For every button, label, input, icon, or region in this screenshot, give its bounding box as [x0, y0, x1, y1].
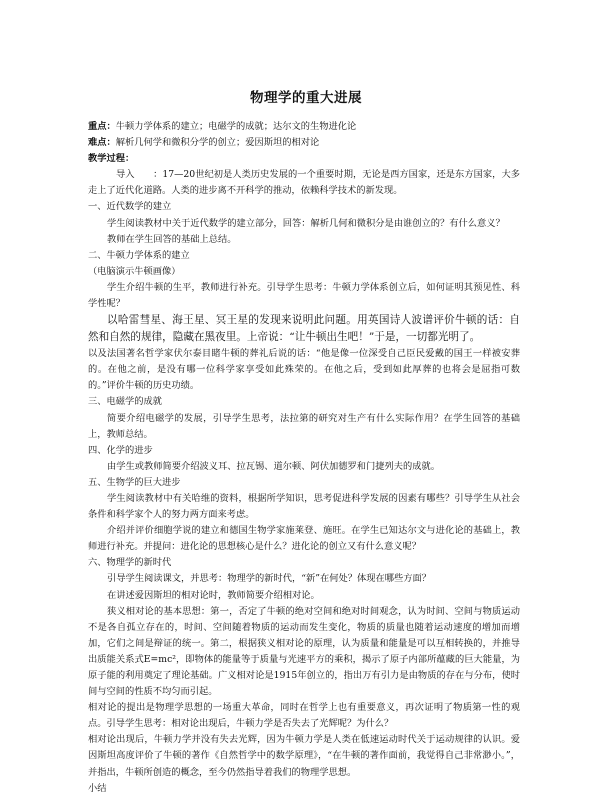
section-2-quote-paragraph: 以哈雷彗星、海王星、冥王星的发现来说明此问题。用英国诗人波谱评价牛顿的话：自然和自然的规律，隐藏在黑夜里。上帝说：“让牛顿出生吧！”于是，一切都光明了。	[88, 314, 520, 344]
section-1-heading: 一、近代数学的建立	[88, 201, 172, 213]
document-title: 物理学的重大进展	[250, 90, 362, 106]
section-5-paragraph: 学生阅读教材中有关哈维的资料，根据所学知识，思考促进科学发展的因素有哪些？引导学生从社会条件和科学家个人的努力两方面来考虑。	[88, 492, 520, 521]
section-2-note: （电脑演示牛顿画像）	[88, 265, 181, 277]
section-6-paragraph: 在讲述爱因斯坦的相对论时，教师简要介绍相对论。	[107, 589, 320, 601]
document-body	[88, 119, 520, 797]
difficulties-label: 难点：	[88, 137, 116, 149]
key-points-text: 牛顿力学体系的建立；电磁学的成就；达尔文的生物进化论	[115, 121, 357, 132]
section-4-heading: 四、化学的进步	[88, 444, 153, 456]
key-points-label: 重点：	[88, 121, 116, 132]
section-1-paragraph: 学生阅读教材中关于近代数学的建立部分，回答：解析几何和微积分是由谁创立的？有什么意义？	[107, 217, 505, 229]
key-points	[88, 119, 520, 135]
difficulties-text: 解析几何学和微积分学的创立；爱因斯坦的相对论	[115, 137, 320, 149]
section-2-paragraph: 以及法国著名哲学家伏尔泰目睹牛顿的葬礼后说的话：“他是像一位深受自己臣民爱戴的国王一样被安葬的。在他之前，是没有哪一位科学家享受如此殊荣的。在他之后，受到如此厚葬的也将会是屈指可数的。”评价牛顿的历史功绩。	[88, 348, 520, 392]
section-4-paragraph: 由学生或教师简要介绍波义耳、拉瓦锡、道尔顿、阿伏加德罗和门捷列夫的成就。	[107, 460, 440, 472]
section-2-paragraph: 学生介绍牛顿的生平，教师进行补充。引导学生思考：牛顿力学体系创立后，如何证明其预见性、科学性呢？	[88, 281, 520, 310]
difficulties	[88, 135, 520, 151]
section-6-paragraph: 引导学生阅读课文，并思考：物理学的新时代，“新”在何处？体现在哪些方面？	[107, 573, 431, 585]
section-3-heading: 三、电磁学的成就	[88, 396, 162, 408]
section-1-paragraph: 教师在学生回答的基础上总结。	[107, 233, 237, 245]
section-6-paragraph: 狭义相对论的基本思想：第一，否定了牛顿的绝对空间和绝对时间观念，认为时间、空间与物质运动不是各自孤立存在的，时间、空间随着物质的运动而发生变化，物质的质量也随着运动速度的增加而增加，它们之间是辩证的统一。第二，根据狭义相对论的原理，认为质量和能量是可以互相转换的，并推导出质能关系式E=mc²，即物体的能量等于质量与光速平方的乘积，揭示了原子内部所蕴藏的巨大能量，为原子能的利用奠定了理论基础。广义相对论是1915年创立的，指出万有引力是由物质的存在与分布，使时间与空间的性质不均匀而引起。	[88, 605, 520, 698]
intro-paragraph: 导入 ：17—20世纪初是人类历史发展的一个重要时期，无论是西方国家，还是东方国家，大多走上了近代化道路。人类的进步离不开科学的推动，依赖科学技术的新发现。	[88, 169, 520, 197]
section-6-heading: 六、物理学的新时代	[88, 557, 172, 569]
summary-label: 小结	[88, 782, 107, 794]
process-label: 教学过程：	[88, 153, 135, 165]
section-5-heading: 五、生物学的巨大进步	[88, 476, 181, 488]
section-3-paragraph: 简要介绍电磁学的发展，引导学生思考，法拉第的研究对生产有什么实际作用？在学生回答的基础上，教师总结。	[88, 412, 520, 440]
section-6-paragraph: 相对论的提出是物理学思想的一场重大革命，同时在哲学上也有重要意义，再次证明了物质第一性的观点。引导学生思考：相对论出现后，牛顿力学是否失去了光辉呢？为什么？	[88, 702, 520, 730]
section-5-paragraph: 介绍并评价细胞学说的建立和德国生物学家施莱登、施旺。在学生已知达尔文与进化论的基础上，教师进行补充。并提问：进化论的思想核心是什么？进化论的创立又有什么意义呢？	[88, 525, 520, 553]
section-2-heading: 二、牛顿力学体系的建立	[88, 249, 190, 261]
section-6-paragraph: 相对论出现后，牛顿力学并没有失去光辉，因为牛顿力学是人类在低速运动时代关于运动规律的认识。爱因斯坦高度评价了牛顿的著作《自然哲学中的数学原理》，“在牛顿的著作面前，我觉得自己非常渺小。”，并指出，牛顿所创造的概念，至今仍然指导着我们的物理学思想。	[88, 734, 520, 778]
